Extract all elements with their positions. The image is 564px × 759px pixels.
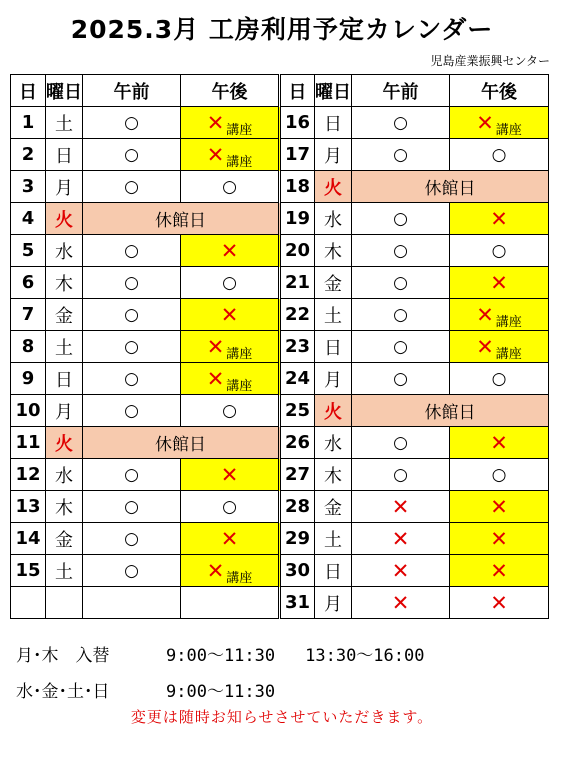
open-circle-icon: ○ bbox=[124, 273, 139, 293]
calendar-row bbox=[11, 203, 549, 235]
am-slot-open bbox=[352, 267, 450, 299]
header-am: 午前 bbox=[83, 75, 181, 107]
day-cell: 4 bbox=[11, 203, 46, 235]
pm-slot-open bbox=[450, 459, 549, 491]
pm-slot-unavailable bbox=[450, 491, 549, 523]
day-cell: 15 bbox=[11, 555, 46, 587]
header-day: 日 bbox=[280, 75, 315, 107]
page-title: 2025.3月 工房利用予定カレンダー bbox=[70, 15, 494, 44]
day-cell: 17 bbox=[280, 139, 315, 171]
header-pm: 午後 bbox=[181, 75, 280, 107]
cross-icon: ✕ bbox=[476, 334, 494, 359]
day-cell: 11 bbox=[11, 427, 46, 459]
am-slot-open bbox=[83, 459, 181, 491]
open-circle-icon: ○ bbox=[393, 337, 408, 357]
cross-icon: ✕ bbox=[206, 110, 225, 135]
day-cell: 25 bbox=[280, 395, 315, 427]
calendar-row bbox=[11, 107, 549, 139]
open-circle-icon: ○ bbox=[393, 145, 408, 165]
cross-icon: ✕ bbox=[490, 430, 508, 455]
lecture-label: 講座 bbox=[226, 378, 253, 394]
pm-slot-unavailable bbox=[181, 523, 280, 555]
day-cell: 5 bbox=[11, 235, 46, 267]
weekday-cell: 木 bbox=[315, 459, 352, 491]
open-circle-icon: ○ bbox=[124, 401, 139, 421]
cross-icon: ✕ bbox=[391, 494, 410, 519]
header-row bbox=[11, 75, 549, 107]
header-dow: 曜日 bbox=[46, 75, 83, 107]
weekday-cell: 土 bbox=[315, 299, 352, 331]
day-cell: 3 bbox=[11, 171, 46, 203]
pm-slot-lecture bbox=[450, 299, 549, 331]
weekday-cell: 土 bbox=[46, 107, 83, 139]
am-slot-unavailable bbox=[352, 523, 450, 555]
hours-label: 月･木 入替 bbox=[16, 646, 110, 666]
open-circle-icon: ○ bbox=[393, 465, 408, 485]
weekday-cell: 月 bbox=[315, 139, 352, 171]
pm-slot-open bbox=[450, 235, 549, 267]
day-cell: 7 bbox=[11, 299, 46, 331]
weekday-cell bbox=[46, 587, 83, 619]
open-circle-icon: ○ bbox=[393, 241, 408, 261]
am-slot-open bbox=[83, 491, 181, 523]
open-circle-icon: ○ bbox=[124, 337, 139, 357]
open-circle-icon: ○ bbox=[222, 273, 237, 293]
am-slot-open bbox=[83, 523, 181, 555]
weekday-cell: 土 bbox=[315, 523, 352, 555]
pm-slot-unavailable bbox=[450, 523, 549, 555]
hours-am: 9:00～11:30 bbox=[166, 646, 276, 666]
am-slot-open bbox=[352, 235, 450, 267]
day-cell: 16 bbox=[280, 107, 315, 139]
am-slot-open bbox=[83, 235, 181, 267]
am-slot-unavailable bbox=[352, 555, 450, 587]
am-slot-unavailable bbox=[352, 587, 450, 619]
pm-slot-open bbox=[181, 267, 280, 299]
calendar-row bbox=[11, 491, 549, 523]
cross-icon: ✕ bbox=[490, 526, 508, 551]
weekday-cell: 日 bbox=[315, 555, 352, 587]
calendar-row bbox=[11, 299, 549, 331]
weekday-cell: 月 bbox=[46, 395, 83, 427]
pm-slot-open bbox=[450, 363, 549, 395]
header-am: 午前 bbox=[352, 75, 450, 107]
header-pm: 午後 bbox=[450, 75, 549, 107]
am-slot-open bbox=[352, 299, 450, 331]
cross-icon: ✕ bbox=[490, 270, 508, 295]
cross-icon: ✕ bbox=[490, 494, 508, 519]
open-circle-icon: ○ bbox=[124, 145, 139, 165]
am-slot-open bbox=[352, 427, 450, 459]
closed-day-label: 休館日 bbox=[155, 211, 206, 231]
open-circle-icon: ○ bbox=[124, 177, 139, 197]
day-cell: 30 bbox=[280, 555, 315, 587]
hours-line-1 bbox=[16, 641, 424, 666]
am-slot-open bbox=[352, 459, 450, 491]
weekday-cell: 火 bbox=[315, 171, 352, 203]
cross-icon: ✕ bbox=[220, 302, 239, 327]
am-slot-open bbox=[352, 331, 450, 363]
open-circle-icon: ○ bbox=[124, 369, 139, 389]
calendar-row bbox=[11, 395, 549, 427]
weekday-cell: 金 bbox=[315, 267, 352, 299]
weekday-cell: 金 bbox=[46, 523, 83, 555]
weekday-cell: 日 bbox=[46, 139, 83, 171]
day-cell: 20 bbox=[280, 235, 315, 267]
weekday-cell: 水 bbox=[315, 427, 352, 459]
lecture-label: 講座 bbox=[226, 570, 253, 586]
open-circle-icon: ○ bbox=[124, 465, 139, 485]
closed-day-cell bbox=[352, 395, 549, 427]
day-cell bbox=[11, 587, 46, 619]
pm-slot-unavailable bbox=[450, 427, 549, 459]
calendar-row bbox=[11, 427, 549, 459]
open-circle-icon: ○ bbox=[491, 241, 507, 261]
day-cell: 10 bbox=[11, 395, 46, 427]
am-slot-open bbox=[83, 395, 181, 427]
weekday-cell: 木 bbox=[315, 235, 352, 267]
cross-icon: ✕ bbox=[490, 206, 508, 231]
day-cell: 22 bbox=[280, 299, 315, 331]
day-cell: 21 bbox=[280, 267, 315, 299]
cross-icon: ✕ bbox=[220, 238, 239, 263]
weekday-cell: 木 bbox=[46, 491, 83, 523]
closed-day-cell bbox=[83, 427, 280, 459]
cross-icon: ✕ bbox=[391, 558, 410, 583]
lecture-label: 講座 bbox=[226, 154, 253, 170]
cross-icon: ✕ bbox=[206, 142, 225, 167]
day-cell: 13 bbox=[11, 491, 46, 523]
cross-icon: ✕ bbox=[490, 590, 508, 615]
open-circle-icon: ○ bbox=[124, 561, 139, 581]
pm-slot-open bbox=[181, 491, 280, 523]
weekday-cell: 月 bbox=[315, 587, 352, 619]
am-slot-open bbox=[83, 555, 181, 587]
calendar-table bbox=[10, 74, 549, 619]
calendar-row bbox=[11, 587, 549, 619]
hours-am: 9:00～11:30 bbox=[166, 682, 276, 702]
closed-day-label: 休館日 bbox=[424, 403, 476, 423]
header-day: 日 bbox=[11, 75, 46, 107]
am-slot-open bbox=[83, 139, 181, 171]
open-circle-icon: ○ bbox=[393, 305, 408, 325]
pm-slot-unavailable bbox=[450, 203, 549, 235]
pm-slot-empty bbox=[181, 587, 280, 619]
am-slot-unavailable bbox=[352, 491, 450, 523]
am-slot-open bbox=[83, 171, 181, 203]
day-cell: 19 bbox=[280, 203, 315, 235]
weekday-cell: 水 bbox=[315, 203, 352, 235]
pm-slot-open bbox=[181, 171, 280, 203]
cross-icon: ✕ bbox=[391, 526, 410, 551]
day-cell: 27 bbox=[280, 459, 315, 491]
hours-pm: 13:30～16:00 bbox=[305, 646, 425, 666]
pm-slot-unavailable bbox=[450, 267, 549, 299]
weekday-cell: 日 bbox=[315, 331, 352, 363]
hours-label: 水･金･土･日 bbox=[16, 682, 110, 702]
pm-slot-lecture bbox=[181, 331, 280, 363]
open-circle-icon: ○ bbox=[222, 497, 237, 517]
weekday-cell: 木 bbox=[46, 267, 83, 299]
open-circle-icon: ○ bbox=[124, 529, 139, 549]
weekday-cell: 金 bbox=[46, 299, 83, 331]
open-circle-icon: ○ bbox=[393, 209, 408, 229]
am-slot-open bbox=[352, 139, 450, 171]
calendar-row bbox=[11, 331, 549, 363]
day-cell: 26 bbox=[280, 427, 315, 459]
open-circle-icon: ○ bbox=[491, 465, 507, 485]
cross-icon: ✕ bbox=[391, 590, 410, 615]
closed-day-cell bbox=[83, 203, 280, 235]
calendar-row bbox=[11, 267, 549, 299]
closed-day-label: 休館日 bbox=[424, 179, 476, 199]
header-dow: 曜日 bbox=[315, 75, 352, 107]
weekday-cell: 日 bbox=[315, 107, 352, 139]
day-cell: 18 bbox=[280, 171, 315, 203]
am-slot-open bbox=[83, 363, 181, 395]
weekday-cell: 土 bbox=[46, 331, 83, 363]
am-slot-open bbox=[352, 363, 450, 395]
weekday-cell: 火 bbox=[46, 427, 83, 459]
pm-slot-lecture bbox=[181, 139, 280, 171]
pm-slot-open bbox=[450, 139, 549, 171]
am-slot-open bbox=[83, 107, 181, 139]
cross-icon: ✕ bbox=[206, 366, 225, 391]
day-cell: 29 bbox=[280, 523, 315, 555]
day-cell: 12 bbox=[11, 459, 46, 491]
weekday-cell: 月 bbox=[315, 363, 352, 395]
weekday-cell: 月 bbox=[46, 171, 83, 203]
weekday-cell: 火 bbox=[315, 395, 352, 427]
lecture-label: 講座 bbox=[495, 346, 522, 362]
day-cell: 14 bbox=[11, 523, 46, 555]
cross-icon: ✕ bbox=[206, 558, 225, 583]
closed-day-label: 休館日 bbox=[155, 435, 206, 455]
weekday-cell: 土 bbox=[46, 555, 83, 587]
open-circle-icon: ○ bbox=[124, 497, 139, 517]
calendar-row bbox=[11, 363, 549, 395]
pm-slot-open bbox=[181, 395, 280, 427]
day-cell: 2 bbox=[11, 139, 46, 171]
open-circle-icon: ○ bbox=[124, 241, 139, 261]
open-circle-icon: ○ bbox=[393, 433, 408, 453]
lecture-label: 講座 bbox=[495, 122, 522, 138]
notice-text: 変更は随時お知らせさせていただきます。 bbox=[130, 708, 434, 726]
am-slot-open bbox=[83, 299, 181, 331]
cross-icon: ✕ bbox=[220, 462, 239, 487]
pm-slot-unavailable bbox=[450, 555, 549, 587]
cross-icon: ✕ bbox=[476, 110, 494, 135]
lecture-label: 講座 bbox=[226, 122, 253, 138]
pm-slot-lecture bbox=[181, 555, 280, 587]
pm-slot-unavailable bbox=[181, 459, 280, 491]
day-cell: 8 bbox=[11, 331, 46, 363]
open-circle-icon: ○ bbox=[222, 401, 237, 421]
day-cell: 6 bbox=[11, 267, 46, 299]
open-circle-icon: ○ bbox=[393, 113, 408, 133]
am-slot-open bbox=[83, 331, 181, 363]
organization-name: 児島産業振興センター bbox=[430, 54, 550, 68]
weekday-cell: 金 bbox=[315, 491, 352, 523]
calendar-row bbox=[11, 139, 549, 171]
open-circle-icon: ○ bbox=[124, 113, 139, 133]
hours-line-2 bbox=[16, 677, 275, 702]
calendar-row bbox=[11, 555, 549, 587]
open-circle-icon: ○ bbox=[491, 145, 507, 165]
weekday-cell: 水 bbox=[46, 459, 83, 491]
cross-icon: ✕ bbox=[220, 526, 239, 551]
pm-slot-lecture bbox=[450, 107, 549, 139]
calendar-row bbox=[11, 459, 549, 491]
day-cell: 28 bbox=[280, 491, 315, 523]
lecture-label: 講座 bbox=[495, 314, 522, 330]
closed-day-cell bbox=[352, 171, 549, 203]
pm-slot-lecture bbox=[181, 107, 280, 139]
calendar-row bbox=[11, 523, 549, 555]
am-slot-empty bbox=[83, 587, 181, 619]
cross-icon: ✕ bbox=[490, 558, 508, 583]
day-cell: 31 bbox=[280, 587, 315, 619]
lecture-label: 講座 bbox=[226, 346, 253, 362]
calendar-row bbox=[11, 171, 549, 203]
pm-slot-unavailable bbox=[181, 235, 280, 267]
day-cell: 1 bbox=[11, 107, 46, 139]
calendar-row bbox=[11, 235, 549, 267]
day-cell: 24 bbox=[280, 363, 315, 395]
am-slot-open bbox=[352, 203, 450, 235]
weekday-cell: 水 bbox=[46, 235, 83, 267]
cross-icon: ✕ bbox=[476, 302, 494, 327]
open-circle-icon: ○ bbox=[222, 177, 237, 197]
weekday-cell: 火 bbox=[46, 203, 83, 235]
pm-slot-unavailable bbox=[450, 587, 549, 619]
open-circle-icon: ○ bbox=[124, 305, 139, 325]
cross-icon: ✕ bbox=[206, 334, 225, 359]
am-slot-open bbox=[83, 267, 181, 299]
am-slot-open bbox=[352, 107, 450, 139]
pm-slot-lecture bbox=[450, 331, 549, 363]
day-cell: 9 bbox=[11, 363, 46, 395]
pm-slot-lecture bbox=[181, 363, 280, 395]
pm-slot-unavailable bbox=[181, 299, 280, 331]
open-circle-icon: ○ bbox=[393, 369, 408, 389]
open-circle-icon: ○ bbox=[491, 369, 507, 389]
day-cell: 23 bbox=[280, 331, 315, 363]
open-circle-icon: ○ bbox=[393, 273, 408, 293]
weekday-cell: 日 bbox=[46, 363, 83, 395]
